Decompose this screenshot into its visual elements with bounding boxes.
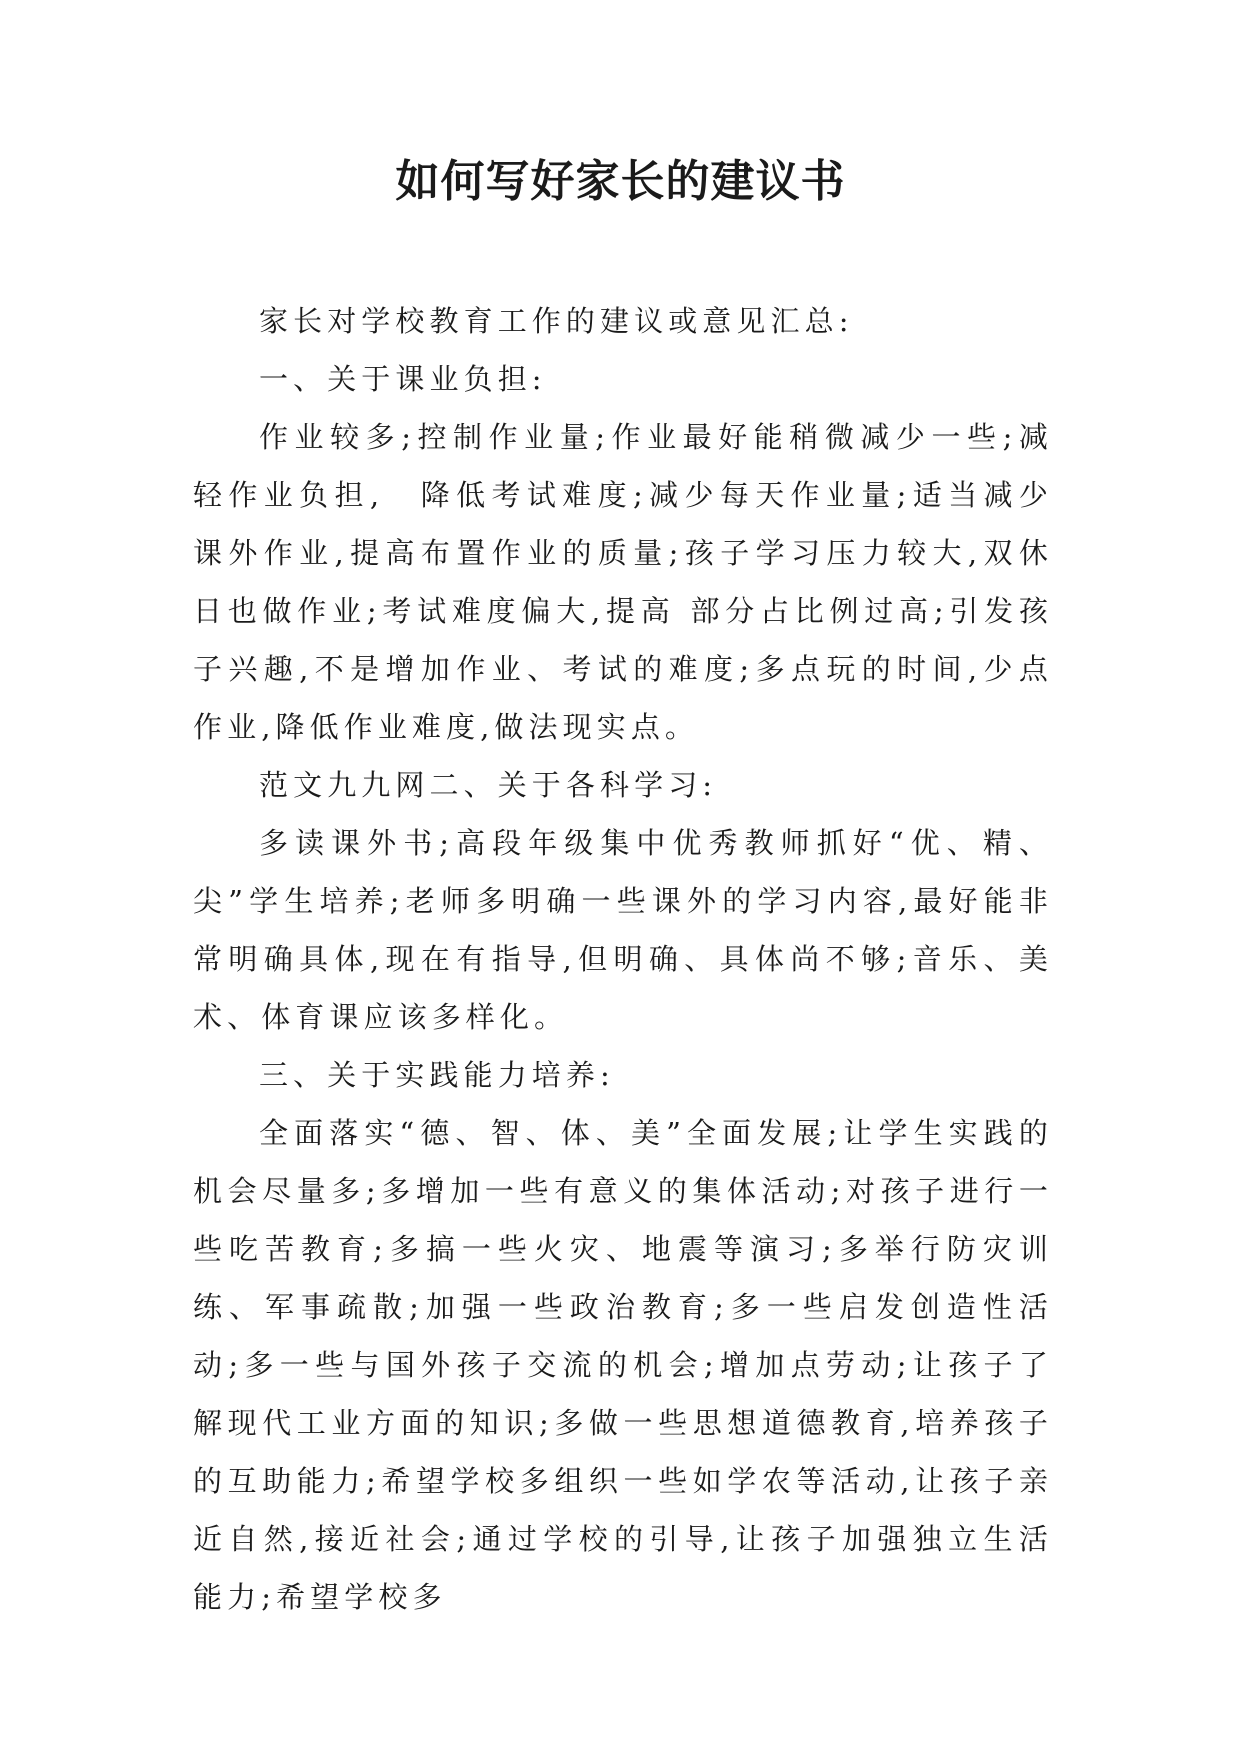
paragraph-section-1: 作业较多;控制作业量;作业最好能稍微减少一些;减轻作业负担, 降低考试难度;减少每天作业量;适当减少课外作业,提高布置作业的质量;孩子学习压力较大,双休日也做作业;考试难度偏大,提高 部分占比例过高;引发孩子兴趣,不是增加作业、考试的难度;多点玩的时间,少点作业,降低作业难度,做法现实点。 — [193, 420, 1053, 744]
paragraph-section-2: 多读课外书;高段年级集中优秀教师抓好“优、精、尖”学生培养;老师多明确一些课外的学习内容,最好能非常明确具体,现在有指导,但明确、具体尚不够;音乐、美术、体育课应该多样化。 — [193, 826, 1053, 1034]
paragraph-section-3: 全面落实“德、智、体、美”全面发展;让学生实践的机会尽量多;多增加一些有意义的集体活动;对孩子进行一些吃苦教育;多搞一些火灾、地震等演习;多举行防灾训练、军事疏散;加强一些政治教育;多一些启发创造性活动;多一些与国外孩子交流的机会;增加点劳动;让孩子了解现代工业方面的知识;多做一些思想道德教育,培养孩子的互助能力;希望学校多组织一些如学农等活动,让孩子亲近自然,接近社会;通过学校的引导,让孩子加强独立生活能力;希望学校多 — [193, 1116, 1053, 1614]
heading-section-2: 范文九九网二、关于各科学习: — [259, 768, 718, 802]
document-body — [193, 292, 1053, 1626]
heading-section-3: 三、关于实践能力培养: — [259, 1058, 615, 1092]
document-title: 如何写好家长的建议书 — [395, 156, 846, 207]
heading-section-1: 一、关于课业负担: — [259, 362, 547, 396]
paragraph-intro: 家长对学校教育工作的建议或意见汇总: — [259, 304, 854, 338]
